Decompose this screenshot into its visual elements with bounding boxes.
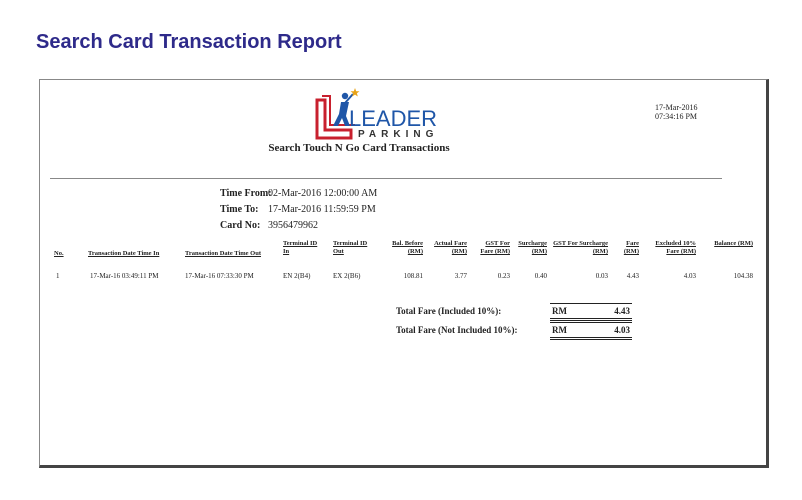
cell-balance: 104.38: [733, 272, 753, 280]
cell-excluded-fare: 4.03: [683, 272, 696, 280]
report-document: [39, 79, 769, 468]
col-header-balance: Balance (RM): [714, 240, 753, 247]
col-header-date-in: Transaction Date Time In: [88, 250, 160, 257]
cell-terminal-in: EN 2(B4): [283, 272, 311, 280]
total-not-included-value: 4.03: [614, 325, 630, 335]
cell-actual-fare: 3.77: [454, 272, 467, 280]
logo-sub-text: PARKING: [358, 129, 439, 140]
col-header-fare: Fare (RM): [623, 240, 639, 255]
criteria-label-time-from: Time From:: [220, 188, 272, 199]
col-header-terminal-out: Terminal ID Out: [333, 240, 368, 255]
criteria-value-time-to: 17-Mar-2016 11:59:59 PM: [268, 204, 376, 215]
cell-no: 1: [56, 272, 60, 280]
col-header-gst-surcharge: GST For Surcharge (RM): [553, 240, 608, 255]
cell-bal-before: 108.81: [403, 272, 423, 280]
report-date: 17-Mar-2016: [655, 103, 698, 112]
report-title: Search Touch N Go Card Transactions: [268, 142, 450, 154]
cell-date-in: 17-Mar-16 03:49:11 PM: [90, 272, 159, 280]
header-divider: [50, 178, 722, 179]
total-included-label: Total Fare (Included 10%):: [396, 306, 502, 316]
logo-brand-text: LEADER: [349, 106, 438, 131]
total-not-included-currency: RM: [552, 325, 567, 335]
criteria-label-time-to: Time To:: [220, 204, 259, 215]
cell-fare: 4.43: [626, 272, 639, 280]
report-time: 07:34:16 PM: [655, 112, 698, 121]
criteria-value-time-from: 02-Mar-2016 12:00:00 AM: [268, 188, 378, 199]
criteria-value-card-no: 3956479962: [268, 220, 318, 231]
cell-surcharge: 0.40: [534, 272, 547, 280]
total-included-box: [550, 303, 632, 321]
col-header-gst-fare: GST For Fare (RM): [480, 240, 510, 255]
cell-date-out: 17-Mar-16 07:33:30 PM: [185, 272, 254, 280]
leader-parking-logo: [311, 86, 461, 148]
col-header-no: No.: [54, 250, 64, 257]
page-title: Search Card Transaction Report: [36, 31, 342, 53]
total-not-included-box: [550, 322, 632, 340]
total-not-included-label: Total Fare (Not Included 10%):: [396, 325, 518, 335]
col-header-surcharge: Surcharge (RM): [518, 240, 547, 255]
cell-gst-fare: 0.23: [497, 272, 510, 280]
cell-terminal-out: EX 2(B6): [333, 272, 361, 280]
col-header-bal-before: Bal. Before (RM): [392, 240, 423, 255]
col-header-actual-fare: Actual Fare (RM): [434, 240, 467, 255]
col-header-terminal-in: Terminal ID In: [283, 240, 318, 255]
cell-gst-surcharge: 0.03: [595, 272, 608, 280]
col-header-date-out: Transaction Date Time Out: [185, 250, 262, 257]
col-header-excluded-fare: Excluded 10% Fare (RM): [655, 240, 696, 255]
total-included-currency: RM: [552, 306, 567, 316]
total-included-value: 4.43: [614, 306, 630, 316]
criteria-label-card-no: Card No:: [220, 220, 261, 231]
